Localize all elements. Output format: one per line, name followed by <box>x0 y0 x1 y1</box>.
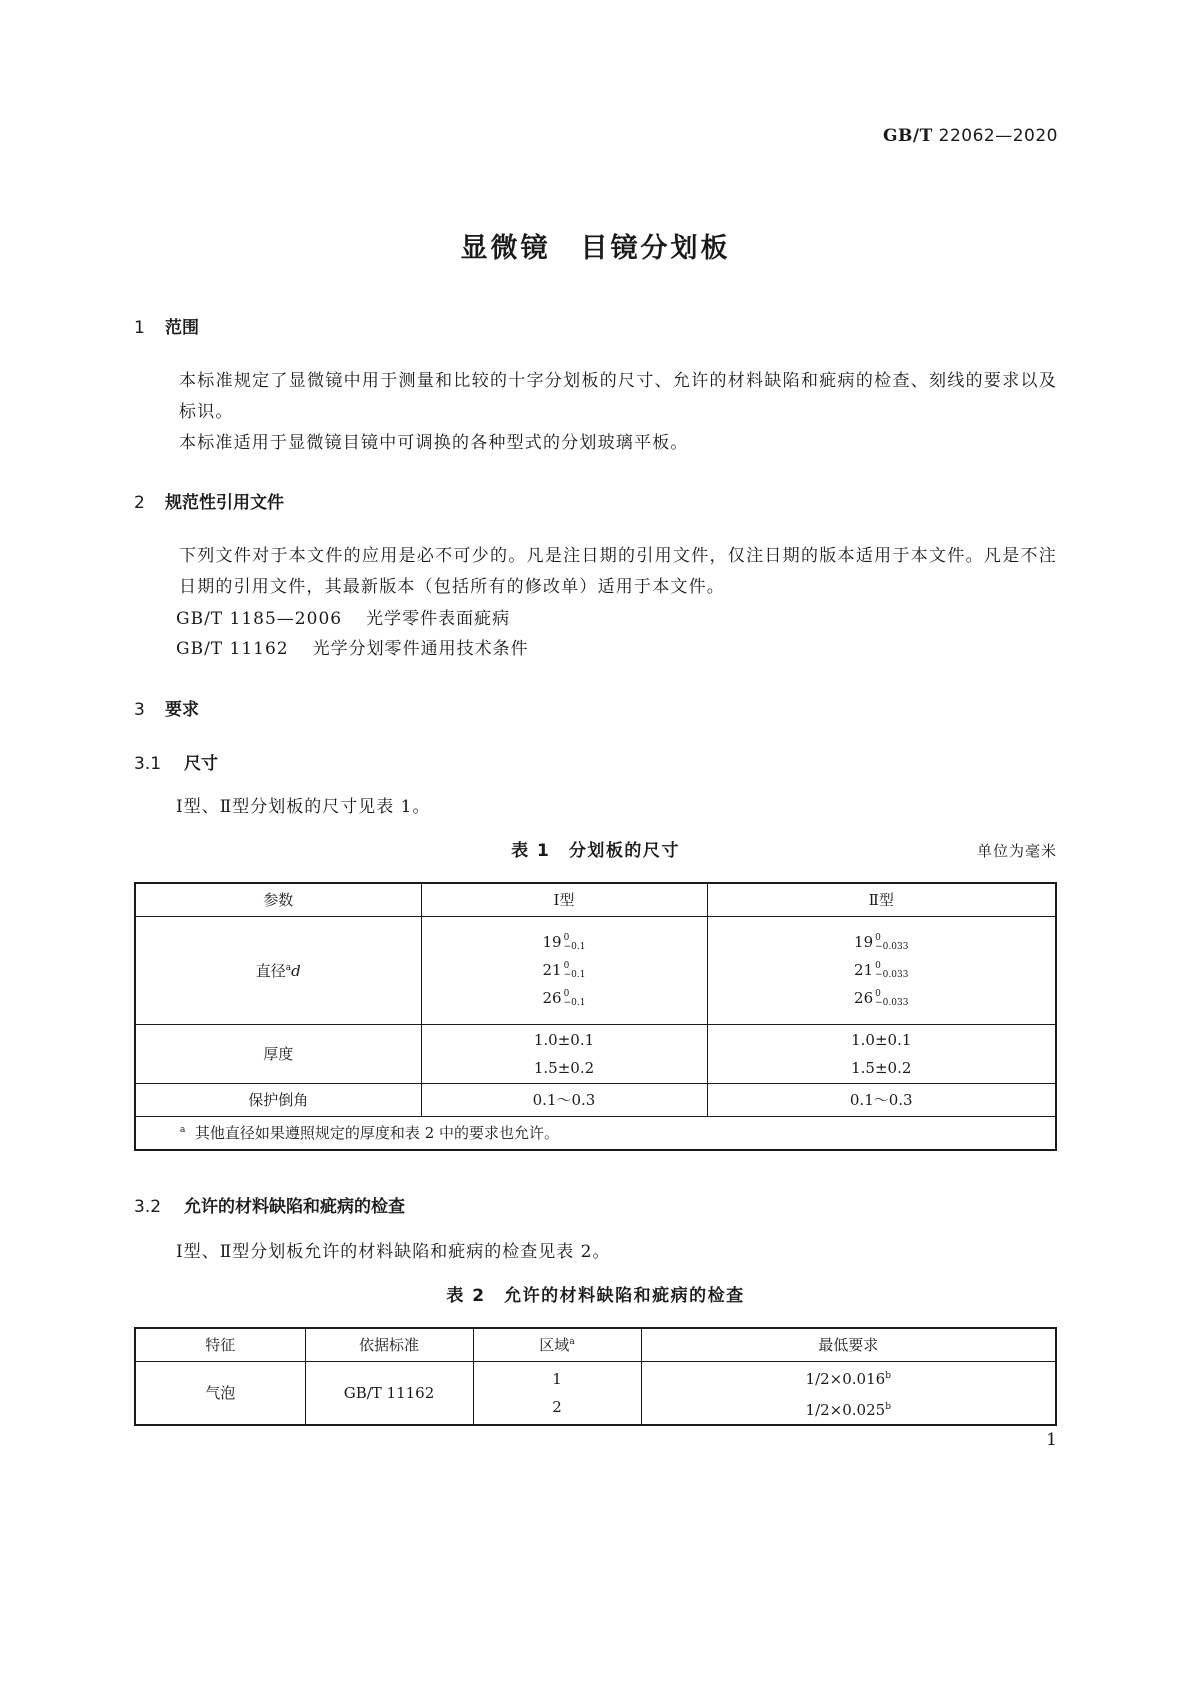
param-cell <box>135 916 421 1024</box>
header-cell: 区域$^a$ <box>473 1328 641 1361</box>
table-1-caption: 表 1 分划板的尺寸 <box>511 841 680 861</box>
standard-prefix: GB/T <box>883 126 933 146</box>
section-title: 范围 <box>165 318 199 338</box>
paragraph: 下列文件对于本文件的应用是必不可少的。凡是注日期的引用文件，仅注日期的版本适用于本文件。凡是不注日期的引用文件，其最新版本（包括所有的修改单）适用于本文件。 <box>179 546 1057 597</box>
table-header-row <box>135 1328 1056 1361</box>
standard-cell: GB/T 11162 <box>305 1361 473 1425</box>
param-cell: 保护倒角 <box>135 1083 421 1116</box>
table-row <box>135 1083 1056 1116</box>
feature-cell: 气泡 <box>135 1361 305 1425</box>
header-cell: 最低要求 <box>641 1328 1056 1361</box>
footnote-text: 其他直径如果遵照规定的厚度和表 2 中的要求也允许。 <box>194 1124 560 1143</box>
section-1-body <box>134 366 1057 459</box>
paragraph: 本标准规定了显微镜中用于测量和比较的十字分划板的尺寸、允许的材料缺陷和疵病的检查、刻线的要求以及标识。 <box>179 371 1057 422</box>
zone-cell: 1 2 <box>473 1361 641 1425</box>
section-title: 要求 <box>165 700 199 720</box>
footnote-mark: a <box>285 962 292 973</box>
section-number: 1 <box>134 318 145 338</box>
tolerance-value: 21 0 −0.1 <box>542 961 586 980</box>
param-cell: 厚度 <box>135 1024 421 1083</box>
param-label: 直径 <box>255 961 286 980</box>
section-2-body <box>134 541 1057 603</box>
table-row <box>135 1361 1056 1425</box>
section-number: 2 <box>134 493 145 513</box>
value-cell: 1.0±0.1 1.5±0.2 <box>421 1024 707 1083</box>
table-footnote <box>135 1116 1056 1150</box>
section-1-heading <box>134 313 199 338</box>
table-1-unit: 单位为毫米 <box>976 842 1057 860</box>
section-title: 规范性引用文件 <box>165 493 284 513</box>
reference-item <box>176 634 529 659</box>
value-cell: 0.1～0.3 <box>707 1083 1056 1116</box>
value-cell <box>421 916 707 1024</box>
footnote-mark: a <box>180 1125 186 1136</box>
standard-number <box>883 126 1058 146</box>
header-cell: 依据标准 <box>305 1328 473 1361</box>
table-header-row <box>135 883 1056 916</box>
header-cell: Ⅰ型 <box>421 883 707 916</box>
reference-name: 光学零件表面疵病 <box>366 609 511 629</box>
section-title: 尺寸 <box>184 754 218 774</box>
variable: d <box>291 961 301 980</box>
table-row <box>135 1024 1056 1083</box>
header-cell: 参数 <box>135 883 421 916</box>
table-2-caption: 表 2 允许的材料缺陷和疵病的检查 <box>446 1286 745 1306</box>
tolerance-value: 21 0 −0.033 <box>854 961 909 980</box>
section-3-1-heading <box>134 749 218 774</box>
section-3-1-body: Ⅰ型、Ⅱ型分划板的尺寸见表 1。 <box>176 797 431 817</box>
section-3-2-body: Ⅰ型、Ⅱ型分划板允许的材料缺陷和疵病的检查见表 2。 <box>176 1242 611 1262</box>
table-2 <box>134 1327 1057 1426</box>
tolerance-value: 26 0 −0.033 <box>854 989 909 1008</box>
value-cell: 1.0±0.1 1.5±0.2 <box>707 1024 1056 1083</box>
document-title: 显微镜 目镜分划板 <box>460 233 731 264</box>
tolerance-value: 26 0 −0.1 <box>542 989 586 1008</box>
requirement-cell: 1/2×0.016$^b$ 1/2×0.025$^b$ <box>641 1361 1056 1425</box>
section-2-heading <box>134 488 284 513</box>
section-title: 允许的材料缺陷和疵病的检查 <box>184 1197 405 1217</box>
value-cell: 0.1～0.3 <box>421 1083 707 1116</box>
table-row <box>135 916 1056 1024</box>
page-number: 1 <box>1046 1430 1057 1450</box>
tolerance-value: 19 0 −0.033 <box>854 933 909 952</box>
section-3-heading <box>134 695 199 720</box>
value-cell <box>707 916 1056 1024</box>
footnote-mark: a <box>569 1337 575 1348</box>
tolerance-value: 19 0 −0.1 <box>542 933 586 952</box>
reference-code: GB/T 1185—2006 <box>176 609 343 629</box>
section-3-2-heading <box>134 1192 405 1217</box>
reference-item <box>176 604 510 629</box>
section-number: 3 <box>134 700 145 720</box>
section-number: 3.1 <box>134 754 162 774</box>
reference-code: GB/T 11162 <box>176 639 289 659</box>
table-footnote-row <box>135 1116 1056 1150</box>
header-cell: 特征 <box>135 1328 305 1361</box>
table-1 <box>134 882 1057 1151</box>
paragraph: 本标准适用于显微镜目镜中可调换的各种型式的分划玻璃平板。 <box>179 433 689 453</box>
header-cell: Ⅱ型 <box>707 883 1056 916</box>
standard-code: 22062—2020 <box>938 126 1058 146</box>
reference-name: 光学分划零件通用技术条件 <box>312 639 529 659</box>
section-number: 3.2 <box>134 1197 162 1217</box>
